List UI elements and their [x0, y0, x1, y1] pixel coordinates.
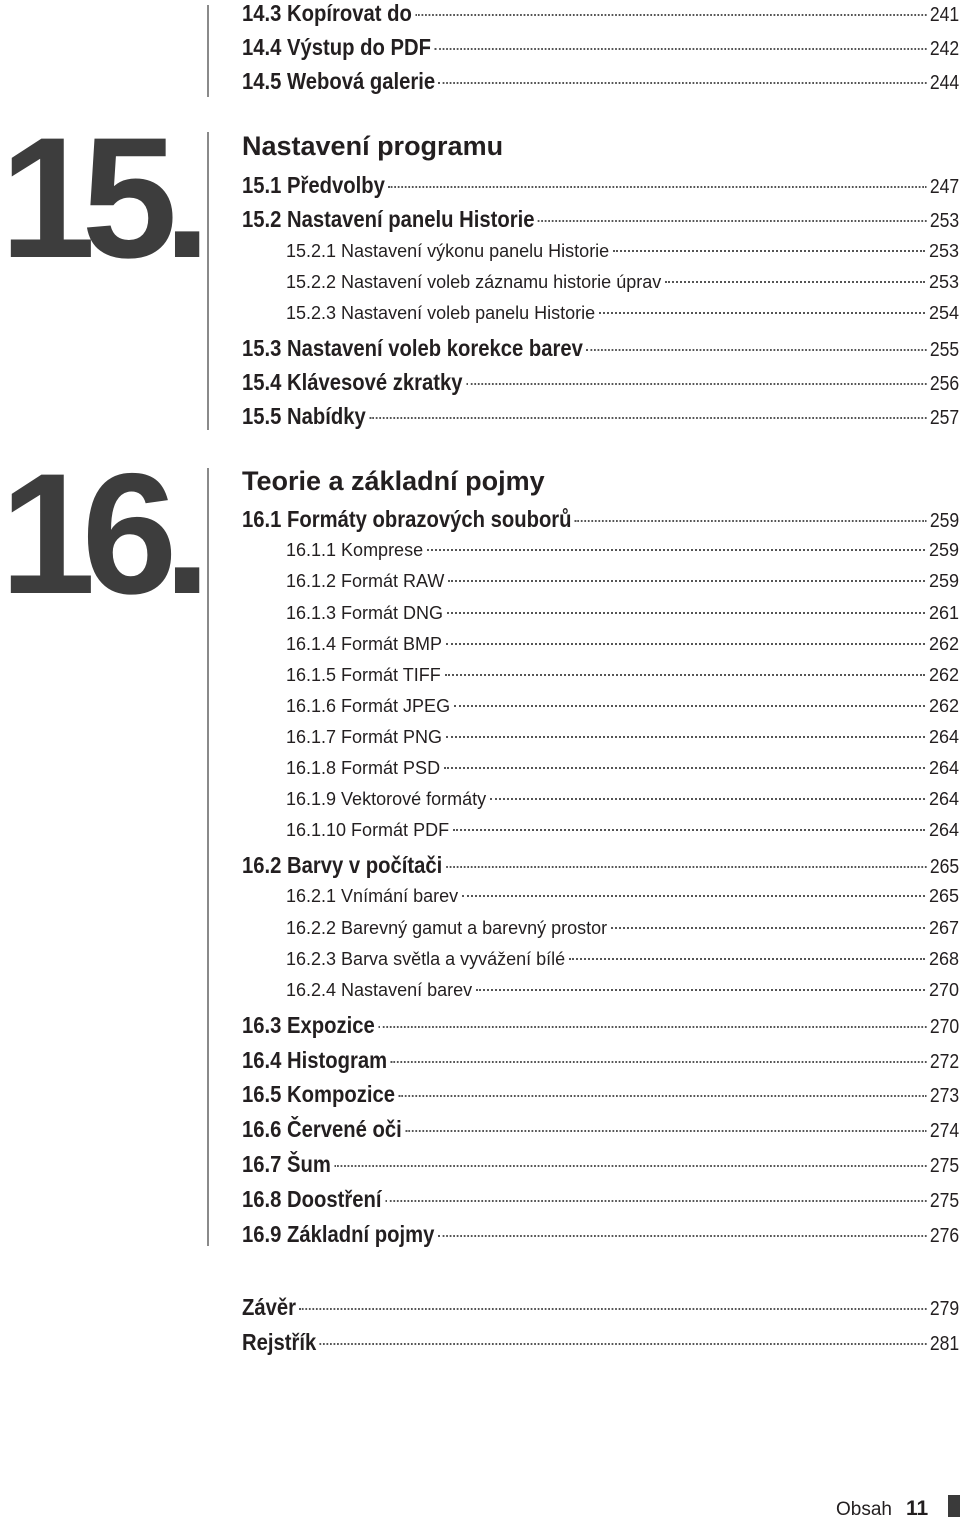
toc-entry-label: 16.7 Šum [242, 1151, 331, 1177]
toc-entry-label: 14.4 Výstup do PDF [242, 34, 431, 60]
toc-entry-page: 265 [929, 856, 960, 878]
toc-leader-dots [490, 798, 925, 800]
toc-entry-label: 16.2 Barvy v počítači [242, 852, 443, 878]
toc-leader-dots [448, 580, 925, 582]
toc-entry-label: 14.3 Kopírovat do [242, 0, 412, 26]
toc-entry[interactable] [242, 1047, 959, 1077]
toc-entry-index[interactable] [242, 1329, 959, 1359]
toc-subentry[interactable] [286, 272, 959, 302]
toc-subentry[interactable] [286, 241, 959, 271]
chapter-title: Nastavení programu [242, 131, 504, 161]
toc-subentry[interactable] [286, 886, 959, 916]
toc-entry-page: 254 [928, 303, 959, 323]
toc-leader-dots [445, 674, 925, 676]
toc-entry-label: 16.5 Kompozice [242, 1081, 395, 1107]
toc-entry-page: 253 [928, 241, 959, 261]
toc-subentry[interactable] [286, 727, 959, 757]
toc-entry-page: 264 [928, 727, 959, 747]
chapter-number: 15. [0, 102, 198, 294]
toc-leader-dots [405, 1130, 926, 1132]
toc-leader-dots [369, 417, 926, 419]
toc-entry-page: 272 [929, 1051, 960, 1073]
toc-entry[interactable] [242, 0, 959, 30]
toc-entry-page: 262 [928, 696, 959, 716]
toc-entry-page: 262 [928, 665, 959, 685]
toc-leader-dots [434, 48, 926, 50]
toc-entry-label: 16.2.1 Vnímání barev [286, 886, 459, 906]
divider-rule-chapter-15 [207, 132, 209, 430]
toc-entry-label: 16.1.3 Formát DNG [286, 603, 444, 623]
toc-entry-page: 259 [929, 510, 960, 532]
toc-entry-label: 16.1.1 Komprese [286, 540, 424, 560]
toc-entry[interactable] [242, 335, 959, 365]
toc-entry-page: 268 [928, 949, 959, 969]
page-footer [836, 1493, 960, 1521]
toc-leader-dots [320, 1343, 927, 1345]
toc-entry-page: 264 [928, 758, 959, 778]
toc-entry-page: 264 [928, 820, 959, 840]
toc-entry[interactable] [242, 403, 959, 433]
toc-entry-page: 275 [929, 1155, 960, 1177]
toc-leader-dots [399, 1095, 927, 1097]
toc-subentry[interactable] [286, 980, 959, 1010]
toc-entry-label: 15.3 Nastavení voleb korekce barev [242, 335, 583, 361]
toc-leader-dots [462, 895, 925, 897]
toc-entry-label: 16.1.8 Formát PSD [286, 758, 441, 778]
toc-subentry[interactable] [286, 603, 959, 633]
toc-leader-dots [446, 736, 925, 738]
toc-subentry[interactable] [286, 820, 959, 850]
toc-subentry[interactable] [286, 540, 959, 570]
toc-leader-dots [538, 220, 926, 222]
toc-entry-page: 270 [929, 1016, 960, 1038]
toc-entry-conclusion[interactable] [242, 1294, 959, 1324]
toc-entry[interactable] [242, 34, 959, 64]
toc-leader-dots [391, 1061, 927, 1063]
toc-leader-dots [446, 866, 927, 868]
toc-entry-page: 262 [928, 634, 959, 654]
toc-entry[interactable] [242, 1221, 959, 1251]
toc-entry-label: 15.2.3 Nastavení voleb panelu Historie [286, 303, 596, 323]
toc-entry-page: 267 [928, 918, 959, 938]
toc-leader-dots [378, 1026, 926, 1028]
toc-entry-label: 16.9 Základní pojmy [242, 1221, 435, 1247]
toc-leader-dots [665, 281, 925, 283]
toc-entry-label: 15.1 Předvolby [242, 172, 385, 198]
toc-entry[interactable] [242, 1012, 959, 1042]
toc-entry-label: 16.2.3 Barva světla a vyvážení bílé [286, 949, 566, 969]
toc-entry[interactable] [242, 1151, 959, 1181]
toc-entry-page: 256 [929, 373, 960, 395]
toc-entry-label: 16.1.10 Formát PDF [286, 820, 450, 840]
toc-entry-label: 16.6 Červené oči [242, 1116, 402, 1142]
toc-leader-dots [569, 958, 925, 960]
toc-entry[interactable] [242, 506, 959, 536]
toc-entry[interactable] [242, 68, 959, 98]
toc-leader-dots [300, 1308, 927, 1310]
toc-leader-dots [415, 14, 926, 16]
toc-entry-page: 253 [929, 210, 960, 232]
footer-square-icon [948, 1495, 960, 1517]
toc-entry-label: 15.5 Nabídky [242, 403, 366, 429]
toc-entry-label: 16.1.6 Formát JPEG [286, 696, 451, 716]
toc-entry-label: 15.2.1 Nastavení výkonu panelu Historie [286, 241, 610, 261]
toc-entry-label: 16.1.2 Formát RAW [286, 571, 445, 591]
toc-entry-page: 241 [929, 4, 960, 26]
toc-entry-page: 274 [929, 1120, 960, 1142]
toc-entry-label: 15.4 Klávesové zkratky [242, 369, 463, 395]
toc-entry-page: 259 [928, 571, 959, 591]
toc-entry-label: 16.1 Formáty obrazových souborů [242, 506, 572, 532]
toc-leader-dots [575, 520, 926, 522]
toc-entry-label: 16.1.9 Vektorové formáty [286, 789, 487, 809]
footer-section-label: Obsah [836, 1499, 892, 1520]
toc-entry-page: 275 [929, 1190, 960, 1212]
toc-entry-page: 273 [929, 1085, 960, 1107]
toc-leader-dots [334, 1165, 926, 1167]
toc-subentry[interactable] [286, 571, 959, 601]
toc-entry[interactable] [242, 1081, 959, 1111]
toc-leader-dots [438, 1235, 926, 1237]
toc-leader-dots [447, 612, 925, 614]
toc-entry-label: Rejstřík [242, 1329, 317, 1355]
toc-entry-page: 259 [928, 540, 959, 560]
toc-entry-label: 16.2.2 Barevný gamut a barevný prostor [286, 918, 608, 938]
toc-leader-dots [611, 927, 925, 929]
chapter-title: Teorie a základní pojmy [242, 466, 545, 496]
page-number: 11 [905, 1497, 929, 1520]
toc-entry-page: 276 [929, 1225, 960, 1247]
toc-leader-dots [466, 383, 926, 385]
toc-entry-label: 15.2 Nastavení panelu Historie [242, 206, 535, 232]
toc-entry-label: 15.2.2 Nastavení voleb záznamu historie úprav [286, 272, 662, 292]
toc-entry-page: 253 [928, 272, 959, 292]
toc-leader-dots [453, 829, 925, 831]
toc-subentry[interactable] [286, 918, 959, 948]
toc-entry-page: 257 [929, 407, 960, 429]
toc-entry-label: 16.4 Histogram [242, 1047, 388, 1073]
toc-entry[interactable] [242, 852, 959, 882]
toc-entry-page: 270 [928, 980, 959, 1000]
toc-leader-dots [388, 186, 926, 188]
toc-entry[interactable] [242, 1186, 959, 1216]
divider-rule-chapter-16 [207, 468, 209, 1246]
toc-entry-label: 16.1.5 Formát TIFF [286, 665, 441, 685]
toc-entry-label: Závěr [242, 1294, 297, 1320]
toc-entry-label: 14.5 Webová galerie [242, 68, 436, 94]
toc-subentry[interactable] [286, 789, 959, 819]
toc-leader-dots [427, 549, 925, 551]
toc-leader-dots [599, 312, 925, 314]
toc-leader-dots [476, 989, 925, 991]
toc-entry-label: 16.2.4 Nastavení barev [286, 980, 473, 1000]
toc-entry-page: 264 [928, 789, 959, 809]
chapter-number: 16. [0, 438, 198, 630]
toc-leader-dots [613, 250, 925, 252]
toc-leader-dots [586, 349, 926, 351]
divider-rule-top [207, 5, 209, 97]
toc-entry-page: 281 [929, 1333, 960, 1355]
toc-entry[interactable] [242, 1116, 959, 1146]
toc-entry-page: 255 [929, 339, 960, 361]
toc-entry[interactable] [242, 172, 959, 202]
toc-subentry[interactable] [286, 634, 959, 664]
toc-entry-page: 242 [929, 38, 960, 60]
toc-subentry[interactable] [286, 949, 959, 979]
toc-entry-page: 265 [928, 886, 959, 906]
toc-leader-dots [454, 705, 925, 707]
toc-entry-label: 16.8 Doostření [242, 1186, 382, 1212]
toc-entry-page: 247 [929, 176, 960, 198]
toc-leader-dots [439, 82, 927, 84]
toc-subentry[interactable] [286, 665, 959, 695]
toc-subentry[interactable] [286, 696, 959, 726]
toc-entry-page: 279 [929, 1298, 960, 1320]
toc-leader-dots [385, 1200, 926, 1202]
toc-entry-label: 16.3 Expozice [242, 1012, 375, 1038]
toc-subentry[interactable] [286, 303, 959, 333]
toc-entry[interactable] [242, 369, 959, 399]
toc-leader-dots [446, 643, 925, 645]
toc-entry-page: 244 [929, 72, 960, 94]
toc-entry[interactable] [242, 206, 959, 236]
toc-entry-page: 261 [928, 603, 959, 623]
toc-leader-dots [444, 767, 925, 769]
toc-subentry[interactable] [286, 758, 959, 788]
toc-entry-label: 16.1.7 Formát PNG [286, 727, 443, 747]
toc-entry-label: 16.1.4 Formát BMP [286, 634, 443, 654]
